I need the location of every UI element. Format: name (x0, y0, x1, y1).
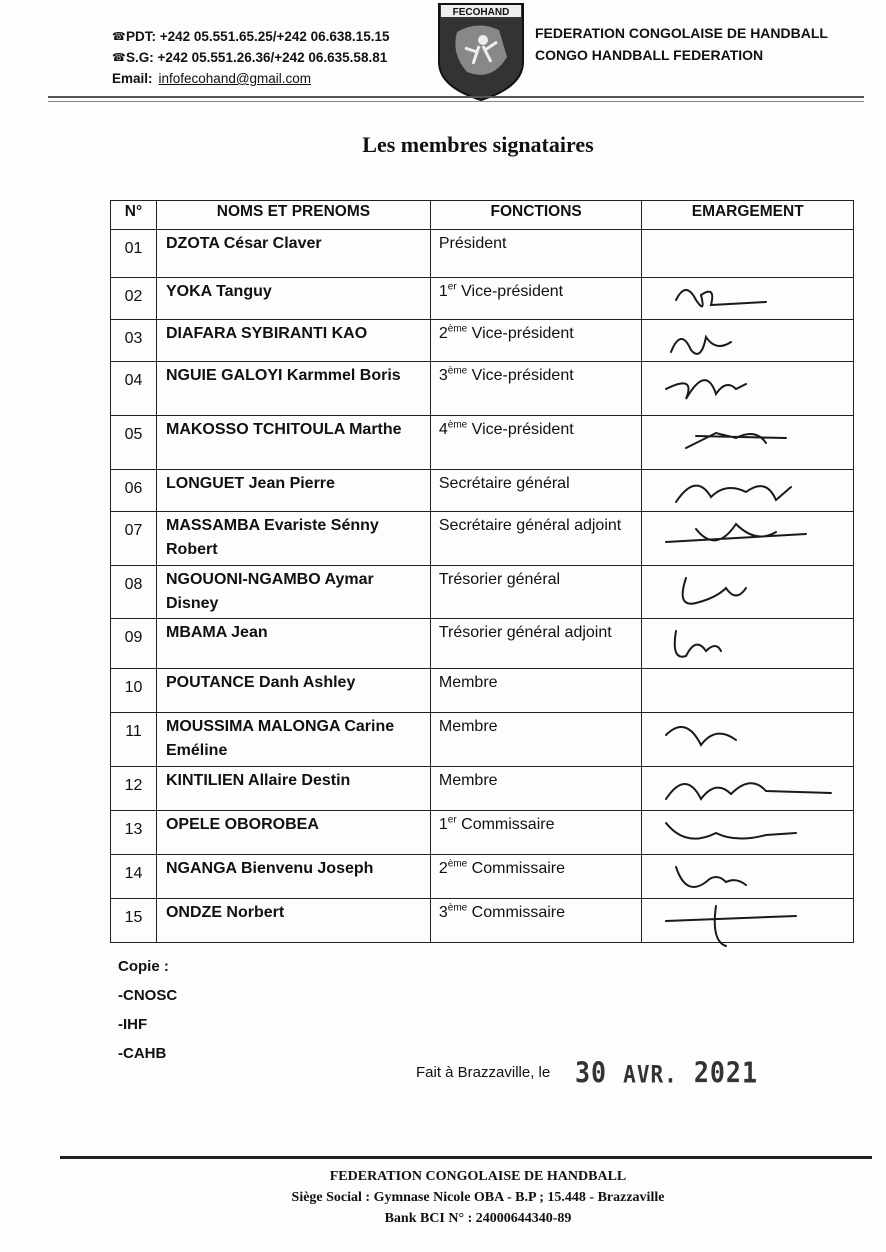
fecohand-logo (437, 2, 525, 102)
col-signature: EMARGEMENT (642, 201, 854, 230)
org-names (535, 22, 828, 66)
signature-cell (642, 669, 854, 713)
signature-cell (642, 416, 854, 470)
table-row (111, 512, 854, 566)
handwritten-signature (646, 358, 836, 420)
member-name: MOUSSIMA MALONGA Carine Eméline (156, 713, 430, 767)
place-date-text: Fait à Brazzaville, le (416, 1064, 551, 1081)
function-ordinal: ème (447, 858, 468, 870)
email-line (112, 68, 389, 89)
copy-list (118, 952, 177, 1068)
row-number: 13 (111, 811, 157, 855)
function-text: Président (438, 235, 507, 252)
date-stamp (575, 1056, 758, 1089)
copy-label: Copie : (118, 958, 169, 975)
table-row (111, 899, 854, 943)
table-row (111, 416, 854, 470)
function-text: Membre (438, 718, 498, 735)
member-function (430, 512, 642, 566)
member-function (430, 767, 642, 811)
function-rest: Vice-président (467, 367, 574, 384)
phone-icon: ☎ (112, 30, 126, 43)
email-label: Email: (112, 71, 153, 86)
row-number: 04 (111, 362, 157, 416)
row-number: 05 (111, 416, 157, 470)
table-row (111, 320, 854, 362)
signature-cell (642, 470, 854, 512)
handwritten-signature (646, 709, 836, 771)
row-number: 03 (111, 320, 157, 362)
member-function (430, 713, 642, 767)
function-ordinal: ème (447, 365, 468, 377)
function-rest: Vice-président (456, 283, 564, 300)
function-text: Trésorier général (438, 571, 561, 588)
table-row (111, 767, 854, 811)
row-number: 15 (111, 899, 157, 943)
copy-item: -IHF (118, 1016, 148, 1033)
org-name-en: CONGO HANDBALL FEDERATION (535, 47, 764, 63)
row-number: 06 (111, 470, 157, 512)
member-function (430, 320, 642, 362)
member-function (430, 899, 642, 943)
header-contacts (112, 26, 389, 89)
function-text: Membre (438, 674, 498, 691)
function-ordinal: er (447, 814, 457, 826)
function-text: Membre (438, 772, 498, 789)
table-row (111, 362, 854, 416)
member-name: POUTANCE Danh Ashley (156, 669, 430, 713)
member-name: ONDZE Norbert (156, 899, 430, 943)
table-row (111, 855, 854, 899)
col-functions: FONCTIONS (430, 201, 642, 230)
member-name: MBAMA Jean (156, 619, 430, 669)
member-name: KINTILIEN Allaire Destin (156, 767, 430, 811)
function-ordinal: ème (447, 419, 468, 431)
function-text: 2 (438, 325, 448, 342)
member-function (430, 278, 642, 320)
member-name: LONGUET Jean Pierre (156, 470, 430, 512)
function-text: 2 (438, 860, 448, 877)
function-text: 1 (438, 816, 448, 833)
function-text: 4 (438, 421, 448, 438)
footer (0, 1166, 886, 1229)
member-function (430, 855, 642, 899)
row-number: 14 (111, 855, 157, 899)
member-name: OPELE OBOROBEA (156, 811, 430, 855)
function-ordinal: ème (447, 323, 468, 335)
function-rest: Vice-président (467, 421, 574, 438)
footer-org: FEDERATION CONGOLAISE DE HANDBALL (329, 1169, 627, 1184)
handwritten-signature (646, 615, 836, 673)
function-text: 3 (438, 904, 448, 921)
member-function (430, 619, 642, 669)
function-ordinal: ème (447, 902, 468, 914)
table-row (111, 713, 854, 767)
table-row (111, 619, 854, 669)
row-number: 12 (111, 767, 157, 811)
signature-cell (642, 713, 854, 767)
header-rule-thin (48, 101, 864, 102)
footer-bank: Bank BCI N° : 24000644340-89 (384, 1211, 572, 1226)
signature-cell (642, 230, 854, 278)
stamp-month: AVR. (623, 1060, 678, 1089)
row-number: 08 (111, 566, 157, 619)
sg-text: S.G: +242 05.551.26.36/+242 06.635.58.81 (126, 50, 388, 65)
signature-cell (642, 512, 854, 566)
member-name: YOKA Tanguy (156, 278, 430, 320)
function-text: 1 (438, 283, 448, 300)
member-name: NGANGA Bienvenu Joseph (156, 855, 430, 899)
function-rest: Commissaire (456, 816, 555, 833)
member-function (430, 362, 642, 416)
handwritten-signature (646, 508, 836, 570)
member-name: NGUIE GALOYI Karmmel Boris (156, 362, 430, 416)
handwritten-signature (646, 895, 836, 947)
copy-item: -CNOSC (118, 987, 178, 1004)
table-row (111, 470, 854, 512)
col-num: N° (111, 201, 157, 230)
table-row (111, 811, 854, 855)
signature-cell (642, 619, 854, 669)
function-text: Secrétaire général (438, 475, 570, 492)
function-rest: Commissaire (467, 904, 566, 921)
col-names: NOMS ET PRENOMS (156, 201, 430, 230)
table-row (111, 566, 854, 619)
member-name: NGOUONI-NGAMBO Aymar Disney (156, 566, 430, 619)
footer-address: Siège Social : Gymnase Nicole OBA - B.P ; 15.448 - Brazzaville (291, 1190, 665, 1205)
pdt-text: PDT: +242 05.551.65.25/+242 06.638.15.15 (126, 29, 390, 44)
member-name: DZOTA César Claver (156, 230, 430, 278)
org-name-fr: FEDERATION CONGOLAISE DE HANDBALL (535, 25, 828, 41)
footer-rule (60, 1156, 872, 1159)
handwritten-signature (646, 412, 836, 474)
function-text: Secrétaire général adjoint (438, 517, 622, 534)
signature-cell (642, 811, 854, 855)
row-number: 02 (111, 278, 157, 320)
function-rest: Commissaire (467, 860, 566, 877)
pdt-line (112, 26, 389, 47)
stamp-year: 2021 (693, 1055, 759, 1090)
signature-cell (642, 855, 854, 899)
signature-cell (642, 278, 854, 320)
signature-cell (642, 899, 854, 943)
function-rest: Vice-président (467, 325, 574, 342)
email-link[interactable]: infofecohand@gmail.com (158, 71, 312, 86)
phone-icon: ☎ (112, 51, 126, 64)
member-function (430, 470, 642, 512)
row-number: 01 (111, 230, 157, 278)
table-row (111, 669, 854, 713)
signature-cell (642, 362, 854, 416)
copy-item: -CAHB (118, 1045, 167, 1062)
row-number: 10 (111, 669, 157, 713)
page-title: Les membres signataires (362, 132, 594, 157)
handwritten-signature (646, 562, 836, 620)
row-number: 11 (111, 713, 157, 767)
signature-cell (642, 767, 854, 811)
member-name: DIAFARA SYBIRANTI KAO (156, 320, 430, 362)
member-name: MAKOSSO TCHITOULA Marthe (156, 416, 430, 470)
member-name: MASSAMBA Evariste Sénny Robert (156, 512, 430, 566)
signature-cell (642, 566, 854, 619)
header-rule (48, 96, 864, 98)
stamp-day: 30 (575, 1055, 608, 1090)
table-row (111, 230, 854, 278)
function-ordinal: er (447, 281, 457, 293)
function-text: Trésorier général adjoint (438, 624, 612, 641)
member-function (430, 230, 642, 278)
member-function (430, 566, 642, 619)
member-function (430, 811, 642, 855)
member-function (430, 416, 642, 470)
row-number: 07 (111, 512, 157, 566)
row-number: 09 (111, 619, 157, 669)
table-header-row (111, 201, 854, 230)
table-row (111, 278, 854, 320)
function-text: 3 (438, 367, 448, 384)
member-function (430, 669, 642, 713)
signatories-table (110, 200, 854, 943)
sg-line (112, 47, 389, 68)
logo-text: FECOHAND (452, 7, 510, 18)
signature-cell (642, 320, 854, 362)
